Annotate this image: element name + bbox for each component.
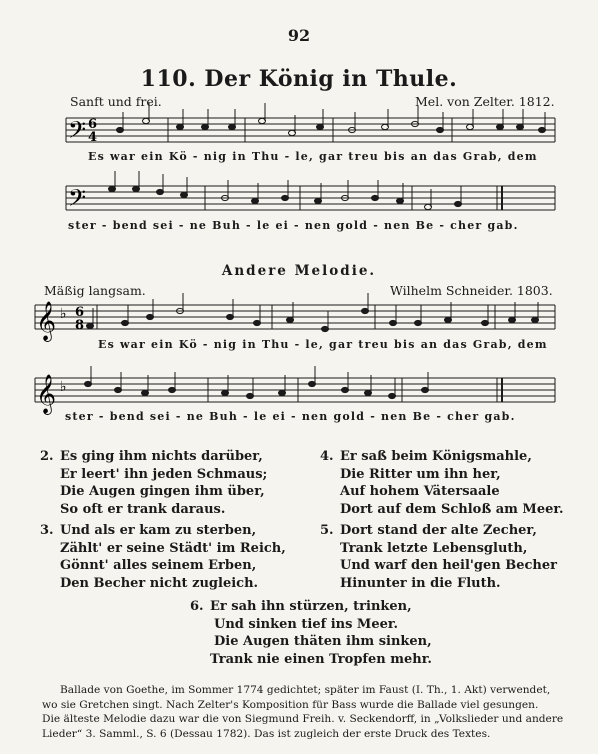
- stanza-line: Zählt' er seine Städt' im Reich,: [60, 540, 286, 556]
- staff-system-1: [66, 118, 555, 142]
- stanza-number: 5.: [320, 523, 334, 538]
- stanza-line: Die Ritter um ihn her,: [340, 466, 501, 482]
- lyrics-line: ster - bend sei - ne Buh - le ei - nen gold - nen Be - cher gab.: [65, 410, 516, 423]
- composer-credit-1: Mel. von Zelter. 1812.: [415, 94, 555, 109]
- stanza-line: Den Becher nicht zugleich.: [60, 575, 259, 591]
- tempo-marking-2: Mäßig langsam.: [44, 283, 146, 298]
- footnote-line: Lieder“ 3. Samml., S. 6 (Dessau 1782). Das ist zugleich der erste Druck des Textes.: [42, 727, 491, 740]
- stanza-number: 6.: [190, 599, 204, 614]
- treble-clef-icon: 𝄞: [36, 301, 57, 341]
- stanza-line: Die Augen gingen ihm über,: [60, 484, 265, 499]
- system-3-notes: [87, 293, 539, 332]
- stanza: [320, 448, 564, 518]
- bass-clef-icon: 𝄢: [68, 184, 87, 217]
- stanza-line: Dort stand der alte Zecher,: [340, 523, 537, 538]
- footnote: [42, 683, 580, 741]
- stanza-line: Dort auf dem Schloß am Meer.: [340, 501, 564, 517]
- stanza-line: Er leert' ihn jeden Schmaus;: [60, 466, 268, 482]
- lyrics-line: ster - bend sei - ne Buh - le ei - nen gold - nen Be - cher gab.: [68, 219, 519, 232]
- stanza: [40, 448, 267, 518]
- treble-clef-icon: 𝄞: [36, 374, 57, 414]
- stanza-line: Trank nie einen Tropfen mehr.: [210, 651, 432, 667]
- stanza-line: Er saß beim Königsmahle,: [340, 449, 532, 464]
- lyrics-line: Es war ein Kö - nig in Thu - le, gar treu bis an das Grab, dem: [98, 338, 548, 351]
- footnote-line: Die älteste Melodie dazu war die von Siegmund Freih. v. Seckendorff, in „Volkslieder und andere: [42, 713, 564, 725]
- stanza: [320, 522, 557, 592]
- stanza-line: Gönnt' alles seinem Erben,: [60, 558, 257, 573]
- time-signature-bottom-1: 4: [88, 130, 98, 145]
- stanza-line: Auf hohem Vätersaale: [340, 484, 500, 499]
- lyrics-line: Es war ein Kö - nig in Thu - le, gar treu bis an das Grab, dem: [88, 150, 538, 163]
- stanza-line: Hinunter in die Fluth.: [340, 575, 501, 591]
- staff-system-4: [35, 378, 555, 402]
- stanza-line: Es ging ihm nichts darüber,: [60, 449, 263, 464]
- time-signature-top-2: 6: [75, 305, 85, 320]
- stanza-line: Trank letzte Lebensgluth,: [340, 540, 528, 556]
- page-number: 92: [287, 26, 311, 45]
- footnote-line: Ballade von Goethe, im Sommer 1774 gedichtet; später im Faust (I. Th., 1. Akt) verwendet,: [60, 684, 551, 696]
- stanza-number: 4.: [320, 449, 334, 464]
- stanza-line: Die Augen thäten ihm sinken,: [214, 634, 432, 649]
- section-heading: Andere Melodie.: [221, 263, 377, 279]
- stanza-line: Und warf den heil'gen Becher: [340, 558, 557, 573]
- stanza-number: 3.: [40, 523, 54, 538]
- system-4-notes: [85, 366, 429, 399]
- stanza-line: Und sinken tief ins Meer.: [214, 616, 399, 632]
- tempo-marking-1: Sanft und frei.: [70, 94, 162, 109]
- time-signature-bottom-2: 8: [75, 318, 85, 333]
- stanza-line: Und als er kam zu sterben,: [60, 523, 257, 538]
- bass-clef-icon: 𝄢: [68, 116, 87, 149]
- flat-icon: ♭: [60, 379, 67, 395]
- flat-icon: ♭: [60, 306, 67, 322]
- time-signature-top-1: 6: [88, 117, 98, 132]
- footnote-line: wo sie Gretchen singt. Nach Zelter's Komposition für Bass wurde die Ballade viel gesungen.: [42, 698, 539, 711]
- stanza-line: So oft er trank daraus.: [60, 501, 226, 517]
- stanza-number: 2.: [40, 449, 54, 464]
- system-1-notes: [117, 103, 546, 136]
- stanza: [40, 522, 286, 592]
- composer-credit-2: Wilhelm Schneider. 1803.: [390, 283, 553, 298]
- song-title: 110. Der König in Thule.: [140, 66, 458, 92]
- stanza: [190, 598, 432, 668]
- stanza-line: Er sah ihn stürzen, trinken,: [210, 599, 412, 614]
- staff-system-3: [35, 305, 555, 329]
